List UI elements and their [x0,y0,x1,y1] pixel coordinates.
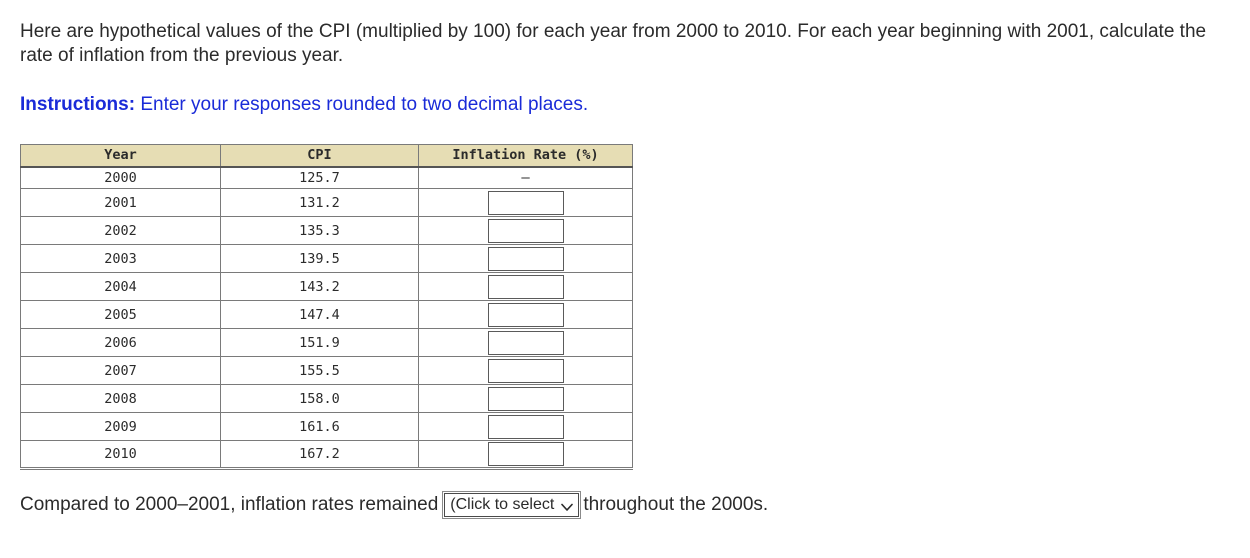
cell-rate [419,357,633,385]
table-row [21,441,633,469]
table-row [21,217,633,245]
cpi-table [20,144,633,470]
cell-cpi: 125.7 [221,167,419,189]
cell-rate [419,217,633,245]
cell-cpi: 143.2 [221,273,419,301]
cell-year: 2004 [21,273,221,301]
cell-rate [419,167,633,189]
table-row [21,167,633,189]
cell-year: 2000 [21,167,221,189]
inflation-rate-input-2004[interactable] [488,275,564,299]
trend-dropdown[interactable] [444,493,579,517]
cell-cpi: 155.5 [221,357,419,385]
no-rate-dash: – [521,169,530,187]
header-year: Year [21,145,221,167]
instructions-label: Instructions: [20,94,136,115]
cell-cpi: 161.6 [221,413,419,441]
cell-rate [419,301,633,329]
cell-cpi: 151.9 [221,329,419,357]
inflation-rate-input-2005[interactable] [488,303,564,327]
cell-cpi: 135.3 [221,217,419,245]
inflation-rate-input-2002[interactable] [488,219,564,243]
header-inflation-rate: Inflation Rate (%) [419,145,633,167]
cell-cpi: 131.2 [221,189,419,217]
cell-cpi: 139.5 [221,245,419,273]
table-row [21,329,633,357]
inflation-rate-input-2009[interactable] [488,415,564,439]
table-row [21,357,633,385]
chevron-down-icon [560,498,574,512]
cell-year: 2007 [21,357,221,385]
inflation-rate-input-2007[interactable] [488,359,564,383]
cell-year: 2005 [21,301,221,329]
table-row [21,273,633,301]
cell-year: 2010 [21,441,221,469]
header-cpi: CPI [221,145,419,167]
summary-sentence [20,493,768,517]
cell-year: 2008 [21,385,221,413]
table-row [21,189,633,217]
inflation-rate-input-2006[interactable] [488,331,564,355]
table-row [21,413,633,441]
inflation-rate-input-2008[interactable] [488,387,564,411]
cell-rate [419,441,633,469]
inflation-rate-input-2003[interactable] [488,247,564,271]
cell-cpi: 167.2 [221,441,419,469]
cell-rate [419,385,633,413]
inflation-rate-input-2010[interactable] [488,442,564,466]
cell-cpi: 158.0 [221,385,419,413]
cell-cpi: 147.4 [221,301,419,329]
cell-year: 2002 [21,217,221,245]
summary-text-before: Compared to 2000–2001, inflation rates remained [20,494,439,515]
cell-rate [419,245,633,273]
cell-rate [419,189,633,217]
cell-rate [419,273,633,301]
table-row [21,245,633,273]
instructions [20,93,588,117]
table-row [21,301,633,329]
cell-year: 2001 [21,189,221,217]
cell-rate [419,329,633,357]
table-header-row [21,145,633,167]
question-text: Here are hypothetical values of the CPI (multiplied by 100) for each year from 2000 to 2010. For each year beginning with 2001, calculate the rate of inflation from the previous year. [20,21,1207,66]
dropdown-value: (Click to select [450,496,555,513]
cell-year: 2009 [21,413,221,441]
cell-rate [419,413,633,441]
inflation-rate-input-2001[interactable] [488,191,564,215]
table-row [21,385,633,413]
instructions-text: Enter your responses rounded to two decimal places. [135,94,589,115]
cell-year: 2003 [21,245,221,273]
summary-text-after: throughout the 2000s. [583,494,769,515]
cell-year: 2006 [21,329,221,357]
